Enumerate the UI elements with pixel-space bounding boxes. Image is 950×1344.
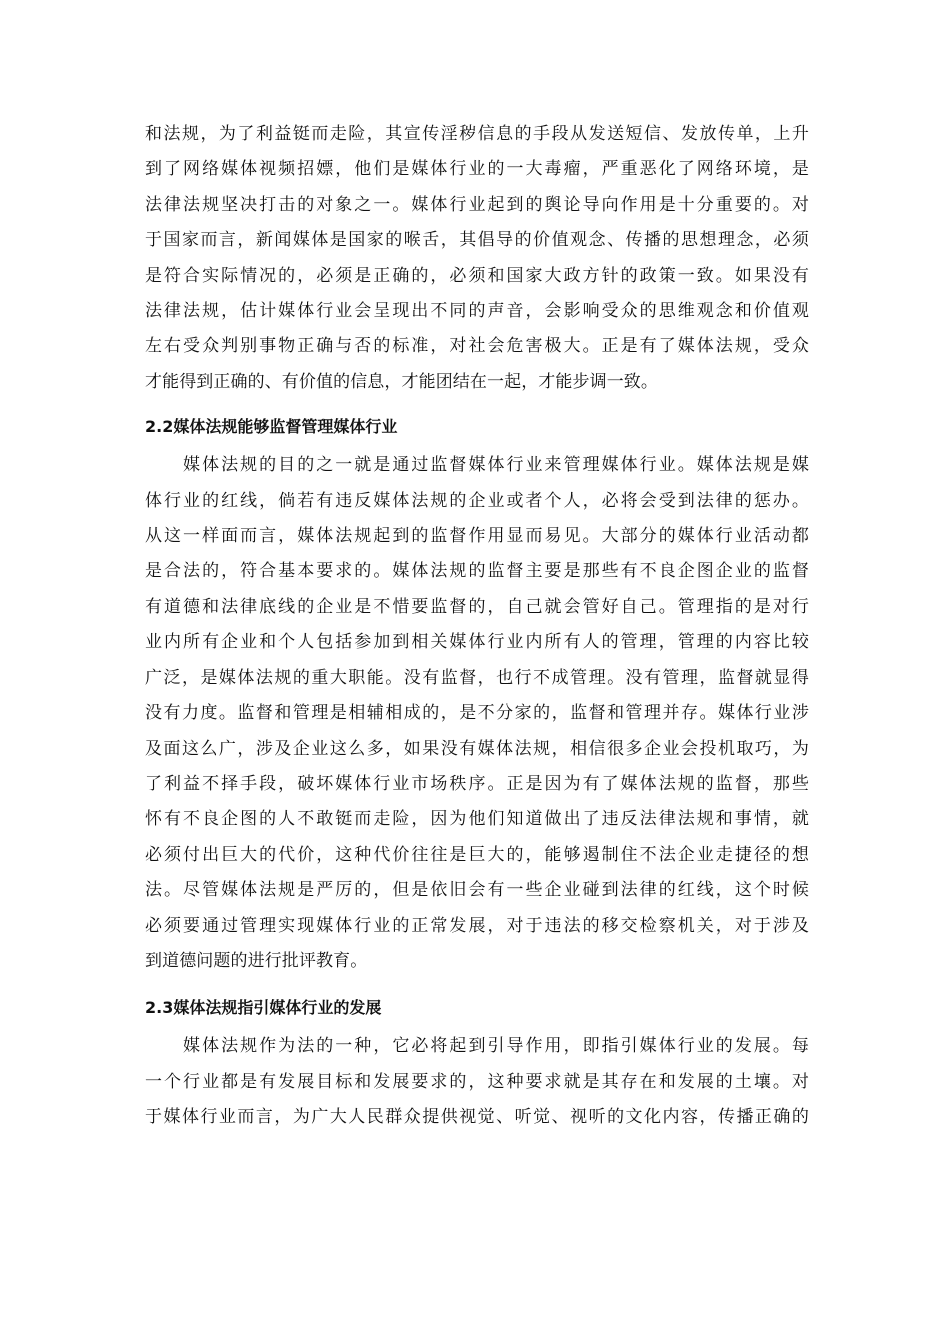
section-heading-2-2: 2.2媒体法规能够监督管理媒体行业 (145, 416, 398, 436)
text-line: 怀有不良企图的人不敢铤而走险，因为他们知道做出了违反法律法规和事情，就 (145, 809, 809, 830)
section-heading-2-3: 2.3媒体法规指引媒体行业的发展 (145, 997, 382, 1017)
text-line: 于媒体行业而言，为广大人民群众提供视觉、听觉、视听的文化内容，传播正确的 (145, 1107, 809, 1128)
text-line: 及面这么广，涉及企业这么多，如果没有媒体法规，相信很多企业会投机取巧，为 (145, 738, 809, 759)
text-line: 了利益不择手段，破坏媒体行业市场秩序。正是因为有了媒体法规的监督，那些 (145, 773, 809, 794)
text-line: 到道德问题的进行批评教育。 (145, 950, 368, 971)
paragraph-development (145, 1029, 809, 1135)
text-line: 没有力度。监督和管理是相辅相成的，是不分家的，监督和管理并存。媒体行业涉 (145, 703, 809, 724)
text-line: 必须付出巨大的代价，这种代价往往是巨大的，能够遏制住不法企业走捷径的想 (145, 844, 809, 865)
text-line: 媒体法规作为法的一种，它必将起到引导作用，即指引媒体行业的发展。每 (145, 1036, 809, 1057)
text-line: 媒体法规的目的之一就是通过监督媒体行业来管理媒体行业。媒体法规是媒 (145, 455, 809, 476)
text-line: 从这一样面而言，媒体法规起到的监督作用显而易见。大部分的媒体行业活动都 (145, 526, 809, 547)
text-line: 是合法的，符合基本要求的。媒体法规的监督主要是那些有不良企图企业的监督 (145, 561, 809, 582)
text-line: 必须要通过管理实现媒体行业的正常发展，对于违法的移交检察机关，对于涉及 (145, 915, 809, 936)
text-line: 体行业的红线，倘若有违反媒体法规的企业或者个人，必将会受到法律的惩办。 (145, 490, 809, 511)
text-line: 一个行业都是有发展目标和发展要求的，这种要求就是其存在和发展的土壤。对 (145, 1071, 809, 1092)
text-line: 才能得到正确的、有价值的信息，才能团结在一起，才能步调一致。 (145, 371, 658, 392)
text-line: 是符合实际情况的，必须是正确的，必须和国家大政方针的政策一致。如果没有 (145, 265, 809, 286)
paragraph-media-guidance (145, 117, 809, 400)
text-line: 业内所有企业和个人包括参加到相关媒体行业内所有人的管理，管理的内容比较 (145, 632, 809, 653)
text-line: 广泛，是媒体法规的重大职能。没有监督，也行不成管理。没有管理，监督就显得 (145, 667, 809, 688)
text-line: 于国家而言，新闻媒体是国家的喉舌，其倡导的价值观念、传播的思想理念，必须 (145, 230, 809, 251)
text-line: 法。尽管媒体法规是严厉的，但是依旧会有一些企业碰到法律的红线，这个时候 (145, 880, 809, 901)
text-line: 法律法规坚决打击的对象之一。媒体行业起到的舆论导向作用是十分重要的。对 (145, 194, 809, 215)
text-line: 有道德和法律底线的企业是不惜要监督的，自己就会管好自己。管理指的是对行 (145, 596, 809, 617)
text-line: 和法规，为了利益铤而走险，其宣传淫秽信息的手段从发送短信、发放传单，上升 (145, 124, 809, 144)
text-line: 到了网络媒体视频招嫖，他们是媒体行业的一大毒瘤，严重恶化了网络环境，是 (145, 159, 809, 180)
document-page (145, 117, 809, 1136)
paragraph-supervision (145, 448, 809, 979)
text-line: 法律法规，估计媒体行业会呈现出不同的声音，会影响受众的思维观念和价值观 (145, 301, 809, 322)
text-line: 左右受众判别事物正确与否的标准，对社会危害极大。正是有了媒体法规，受众 (145, 336, 809, 357)
